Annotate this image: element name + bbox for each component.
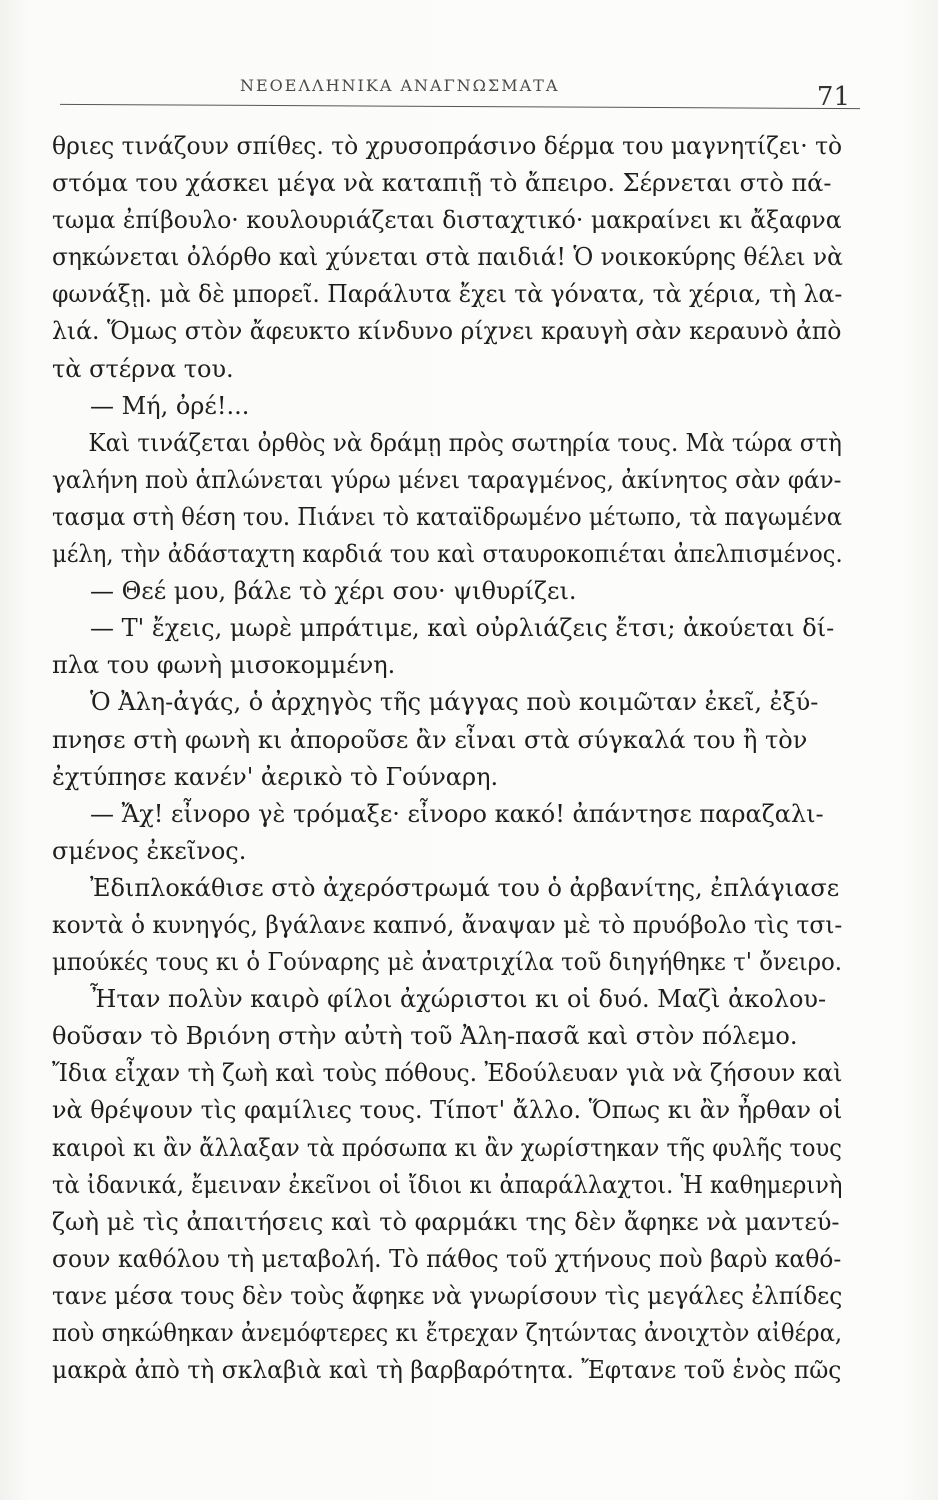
text-line: — Τ' ἔχεις, μωρὲ μπράτιμε, καὶ οὐρλιάζεις ἔτσι; ἀκούεται δί- bbox=[90, 614, 835, 643]
text-line: τὰ ἰδανικά, ἔμειναν ἐκεῖνοι οἱ ἴδιοι κι ἀπαράλλαχτοι. Ἡ καθημερινὴ bbox=[52, 1170, 843, 1199]
header-rule bbox=[60, 104, 860, 109]
text-line: μέλη, τὴν ἀδάσταχτη καρδιά του καὶ σταυροκοπιέται ἀπελπισμένος. bbox=[52, 540, 843, 569]
text-line: ἐχτύπησε κανέν' ἀερικὸ τὸ Γούναρη. bbox=[52, 762, 499, 791]
body-text bbox=[52, 128, 842, 1389]
text-line: τὰ στέρνα του. bbox=[52, 354, 234, 383]
text-line: φωνάξῃ. μὰ δὲ μπορεῖ. Παράλυτα ἔχει τὰ γόνατα, τὰ χέρια, τὴ λα- bbox=[52, 280, 843, 309]
text-line: ποὺ σηκώθηκαν ἀνεμόφτερες κι ἔτρεχαν ζητώντας ἀνοιχτὸν αἰθέρα, bbox=[52, 1319, 843, 1347]
text-line: μπούκές τους κι ὁ Γούναρης μὲ ἀνατριχίλα τοῦ διηγήθηκε τ' ὄνειρο. bbox=[52, 948, 843, 977]
text-line: τανε μέσα τους δὲν τοὺς ἄφηκε νὰ γνωρίσουν τὶς μεγάλες ἐλπίδες bbox=[52, 1281, 843, 1310]
page-header bbox=[60, 76, 860, 116]
text-line: σηκώνεται ὀλόρθο καὶ χύνεται στὰ παιδιά! Ὁ νοικοκύρης θέλει νὰ bbox=[52, 243, 843, 272]
text-line: κοντὰ ὁ κυνηγός, βγάλανε καπνό, ἄναψαν μὲ τὸ πρυόβολο τὶς τσι- bbox=[52, 910, 843, 939]
text-line: — Μή, ὀρέ!... bbox=[90, 391, 250, 420]
text-line: Ἦταν πολὺν καιρὸ φίλοι ἀχώριστοι κι οἱ δυό. Μαζὶ ἀκολου- bbox=[90, 985, 827, 1014]
text-line: πλα του φωνὴ μισοκομμένη. bbox=[52, 651, 396, 680]
text-line: θριες τινάζουν σπίθες. τὸ χρυσοπράσινο δέρμα του μαγνητίζει· τὸ bbox=[52, 132, 843, 160]
text-line: σουν καθόλου τὴ μεταβολή. Τὸ πάθος τοῦ χτήνους ποὺ βαρὺ καθό- bbox=[52, 1244, 842, 1273]
text-line: μακρὰ ἀπὸ τὴ σκλαβιὰ καὶ τὴ βαρβαρότητα. Ἔφτανε τοῦ ἑνὸς πῶς bbox=[52, 1356, 842, 1385]
text-line: πνησε στὴ φωνὴ κι ἀποροῦσε ἂν εἶναι στὰ σύγκαλά του ἢ τὸν bbox=[52, 725, 808, 754]
text-line: τασμα στὴ θέση του. Πιάνει τὸ καταϊδρωμένο μέτωπο, τὰ παγωμένα bbox=[52, 502, 843, 531]
text-line: ζωὴ μὲ τὶς ἀπαιτήσεις καὶ τὸ φαρμάκι της δὲν ἄφηκε νὰ μαντεύ- bbox=[52, 1207, 840, 1236]
text-line: καιροὶ κι ἂν ἄλλαξαν τὰ πρόσωπα κι ἂν χωρίστηκαν τῆς φυλῆς τους bbox=[52, 1133, 842, 1162]
text-line: Ὁ Ἀλη-ἀγάς, ὁ ἀρχηγὸς τῆς μάγγας ποὺ κοιμῶταν ἐκεῖ, ἐξύ- bbox=[90, 688, 819, 717]
text-line: Ἴδια εἶχαν τὴ ζωὴ καὶ τοὺς πόθους. Ἐδούλευαν γιὰ νὰ ζήσουν καὶ bbox=[52, 1059, 843, 1088]
text-line: — Ἄχ! εἶνορο γὲ τρόμαξε· εἶνορο κακό! ἀπάντησε παραζαλι- bbox=[90, 799, 824, 828]
page-number: 71 bbox=[816, 82, 850, 112]
text-line: θοῦσαν τὸ Βριόνη στὴν αὐτὴ τοῦ Ἀλη-πασᾶ καὶ στὸν πόλεμο. bbox=[52, 1022, 798, 1051]
text-line: νὰ θρέψουν τὶς φαμίλιες τους. Τίποτ' ἄλλο. Ὅπως κι ἂν ἦρθαν οἱ bbox=[52, 1096, 843, 1125]
running-title: ΝΕΟΕΛΛΗΝΙΚΑ ΑΝΑΓΝΩΣΜΑΤΑ bbox=[240, 76, 560, 95]
text-line: σμένος ἐκεῖνος. bbox=[52, 836, 247, 865]
text-line: τωμα ἐπίβουλο· κουλουριάζεται δισταχτικό· μακραίνει κι ἄξαφνα bbox=[52, 206, 842, 235]
text-line: λιά. Ὅμως στὸν ἄφευκτο κίνδυνο ρίχνει κραυγὴ σὰν κεραυνὸ ἀπὸ bbox=[52, 317, 842, 346]
text-line: γαλήνη ποὺ ἁπλώνεται γύρω μένει ταραγμένος, ἀκίνητος σὰν φάν- bbox=[52, 465, 842, 494]
text-line: Ἐδιπλοκάθισε στὸ ἀχερόστρωμά του ὁ ἀρβανίτης, ἐπλάγιασε bbox=[90, 873, 840, 902]
text-line: Καὶ τινάζεται ὀρθὸς νὰ δράμῃ πρὸς σωτηρία τους. Μὰ τώρα στὴ bbox=[88, 428, 842, 457]
text-line: — Θεέ μου, βάλε τὸ χέρι σου· ψιθυρίζει. bbox=[90, 577, 577, 606]
text-line: στόμα του χάσκει μέγα νὰ καταπιῇ τὸ ἄπειρο. Σέρνεται στὸ πά- bbox=[52, 169, 832, 198]
